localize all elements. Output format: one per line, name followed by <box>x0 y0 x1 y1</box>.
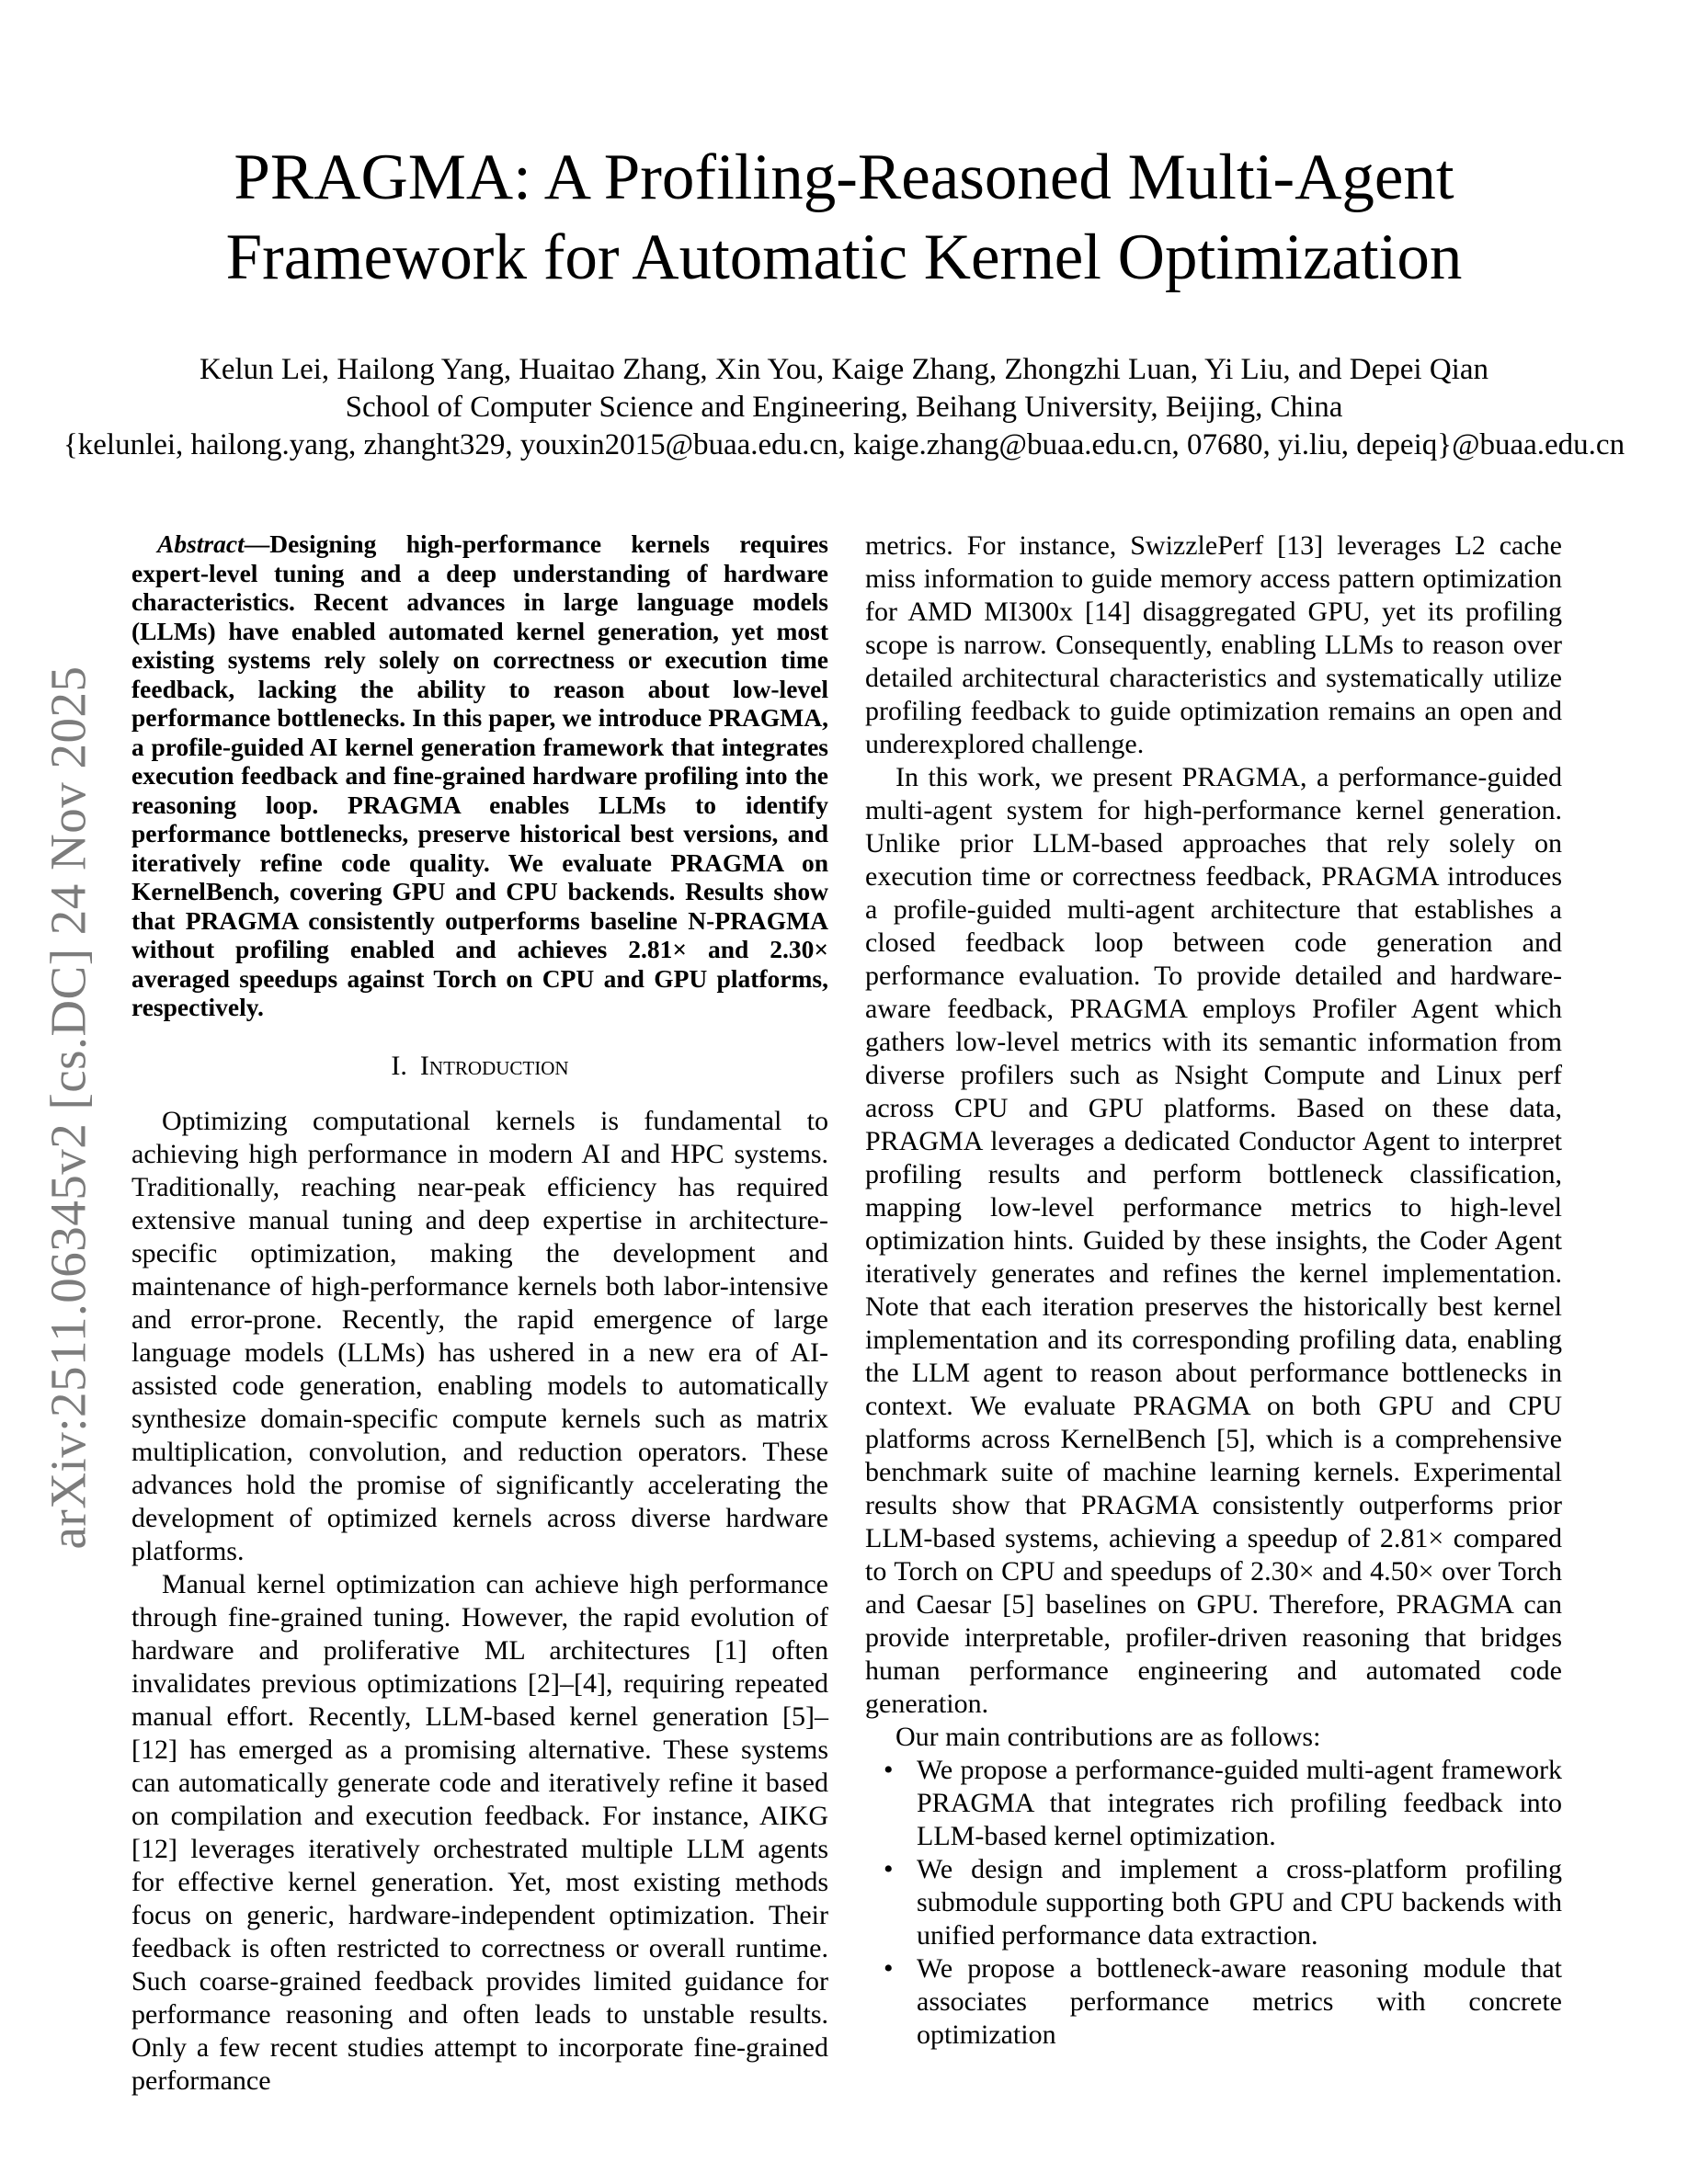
intro-paragraph-2-continuation: metrics. For instance, SwizzlePerf [13] leverages L2 cache miss information to guide memory access pattern optimization for AMD MI300x [14] disaggregated GPU, yet its profiling scope is narrow. Consequently, enabling LLMs to reason over detailed architectural characteristics and systematically utilize profiling feedback to guide optimization remains an open and underexplored challenge. <box>865 530 1562 759</box>
affiliation-line: School of Computer Science and Engineering, Beihang University, Beijing, China <box>345 391 1343 424</box>
contribution-item-3-text: We propose a bottleneck-aware reasoning module that associates performance metrics with concrete optimization <box>917 1953 1562 2050</box>
intro-paragraph-1: Optimizing computational kernels is fundamental to achieving high performance in modern AI and HPC systems. Traditionally, reaching near-peak efficiency has required extensive manual tuning and deep expertise in architecture-specific optimization, making the development and maintenance of high-performance kernels both labor-intensive and error-prone. Recently, the rapid emergence of large language models (LLMs) has ushered in a new era of AI-assisted code generation, enabling models to automatically synthesize domain-specific compute kernels such as matrix multiplication, convolution, and reduction operators. These advances hold the promise of significantly accelerating the development of optimized kernels across diverse hardware platforms. <box>131 1105 828 1566</box>
arxiv-watermark: arXiv:2511.06345v2 [cs.DC] 24 Nov 2025 <box>40 665 97 1550</box>
contribution-item-1-text: We propose a performance-guided multi-agent framework PRAGMA that integrates rich profiling feedback into LLM-based kernel optimization. <box>917 1755 1562 1851</box>
paper-header <box>0 138 1688 464</box>
contribution-item-1 <box>865 1754 1562 1853</box>
abstract-paragraph <box>131 529 828 1022</box>
paper-title-line2: Framework for Automatic Kernel Optimization <box>225 222 1463 293</box>
bullet-marker: • <box>884 1953 894 1984</box>
contributions-list <box>865 1754 1562 2052</box>
intro-paragraph-3: In this work, we present PRAGMA, a performance-guided multi-agent system for high-performance kernel generation. Unlike prior LLM-based approaches that rely solely on execution time or correctness feedback, PRAGMA introduces a profile-guided multi-agent architecture that establishes a closed feedback loop between code generation and performance evaluation. To provide detailed and hardware-aware feedback, PRAGMA employs Profiler Agent which gathers low-level metrics with its semantic information from diverse profilers such as Nsight Compute and Linux perf across CPU and GPU platforms. Based on these data, PRAGMA leverages a dedicated Conductor Agent to interpret profiling results and perform bottleneck classification, mapping low-level performance metrics to high-level optimization hints. Guided by these insights, the Coder Agent iteratively generates and refines the kernel implementation. Note that each iteration preserves the historically best kernel implementation and its corresponding profiling data, enabling the LLM agent to reason about performance bottlenecks in context. We evaluate PRAGMA on both GPU and CPU platforms across KernelBench [5], which is a comprehensive benchmark suite of machine learning kernels. Experimental results show that PRAGMA consistently outperforms prior LLM-based systems, achieving a speedup of 2.81× compared to Torch on CPU and speedups of 2.30× and 4.50× over Torch and Caesar [5] baselines on GPU. Therefore, PRAGMA can provide interpretable, profiler-driven reasoning that bridges human performance engineering and automated code generation. <box>865 762 1562 1719</box>
section-title: Introduction <box>419 1050 569 1081</box>
contribution-item-2-text: We design and implement a cross-platform profiling submodule supporting both GPU and CPU backends with unified performance data extraction. <box>917 1854 1562 1951</box>
bullet-marker: • <box>884 1755 894 1785</box>
bullet-marker: • <box>884 1854 894 1884</box>
authors-line: Kelun Lei, Hailong Yang, Huaitao Zhang, Xin You, Kaige Zhang, Zhongzhi Luan, Yi Liu, and Depei Qian <box>200 353 1488 386</box>
intro-paragraph-2: Manual kernel optimization can achieve high performance through fine-grained tuning. However, the rapid evolution of hardware and proliferative ML architectures [1] often invalidates previous optimizations [2]–[4], requiring repeated manual effort. Recently, LLM-based kernel generation [5]–[12] has emerged as a promising alternative. These systems can automatically generate code and iteratively refine it based on compilation and execution feedback. For instance, AIKG [12] leverages iteratively orchestrated multiple LLM agents for effective kernel generation. Yet, most existing methods focus on generic, hardware-independent optimization. Their feedback is often restricted to correctness or overall runtime. Such coarse-grained feedback provides limited guidance for performance reasoning and often leads to unstable results. Only a few recent studies attempt to incorporate fine-grained performance <box>131 1568 828 2096</box>
two-column-body <box>131 529 1562 2098</box>
emails-line: {kelunlei, hailong.yang, zhanght329, youxin2015@buaa.edu.cn, kaige.zhang@buaa.edu.cn, 07680, yi.liu, depeiq}@buaa.edu.cn <box>63 428 1625 461</box>
section-heading-introduction <box>131 1051 828 1082</box>
contribution-item-2 <box>865 1853 1562 1952</box>
right-column <box>865 529 1562 2098</box>
paper-title-line1: PRAGMA: A Profiling-Reasoned Multi-Agent <box>234 142 1454 213</box>
section-number: I. <box>391 1050 407 1081</box>
contributions-intro: Our main contributions are as follows: <box>895 1722 1321 1752</box>
abstract-text: —Designing high-performance kernels requires expert-level tuning and a deep understanding of hardware characteristics. Recent advances in large language models (LLMs) have enabled automated kernel generation, yet most existing systems rely solely on correctness or execution time feedback, lacking the ability to reason about low-level performance bottlenecks. In this paper, we introduce PRAGMA, a profile-guided AI kernel generation framework that integrates execution feedback and fine-grained hardware profiling into the reasoning loop. PRAGMA enables LLMs to identify performance bottlenecks, preserve historical best versions, and iteratively refine code quality. We evaluate PRAGMA on KernelBench, covering GPU and CPU backends. Results show that PRAGMA consistently outperforms baseline N-PRAGMA without profiling enabled and achieves 2.81× and 2.30× averaged speedups against Torch on CPU and GPU platforms, respectively. <box>131 529 828 1021</box>
paper-title <box>0 138 1688 298</box>
left-column <box>131 529 828 2098</box>
contribution-item-3 <box>865 1952 1562 2052</box>
abstract-label: Abstract <box>157 529 245 558</box>
